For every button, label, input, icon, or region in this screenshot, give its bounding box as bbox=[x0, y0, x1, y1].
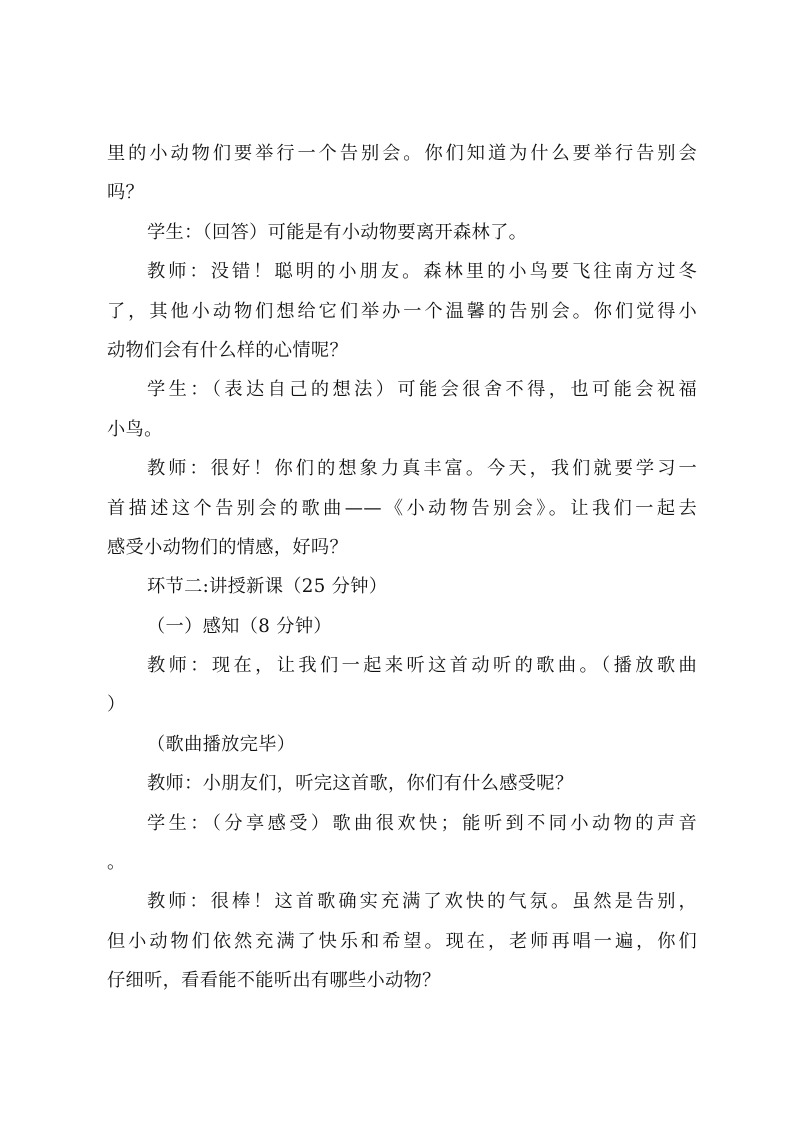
text-line-7: 学生：（表达自己的想法）可能会很舍不得，也可能会祝福 bbox=[147, 379, 697, 401]
text-line-21: 但小动物们依然充满了快乐和希望。现在，老师再唱一遍，你们 bbox=[107, 930, 697, 952]
text-line-4: 教师：没错！聪明的小朋友。森林里的小鸟要飞往南方过冬 bbox=[147, 261, 697, 283]
text-line-10: 首描述这个告别会的歌曲——《小动物告别会》。让我们一起去 bbox=[107, 497, 697, 519]
text-line-19: 。 bbox=[107, 852, 126, 874]
section-heading: 环节二:讲授新课（25 分钟） bbox=[147, 576, 388, 598]
text-line-9: 教师：很好！你们的想象力真丰富。今天，我们就要学习一 bbox=[147, 458, 697, 480]
text-line-6: 动物们会有什么样的心情呢？ bbox=[107, 339, 348, 361]
text-line-14: 教师：现在，让我们一起来听这首动听的歌曲。（播放歌曲 bbox=[147, 655, 697, 677]
subsection-heading: （一）感知（8 分钟） bbox=[147, 615, 332, 637]
document-body bbox=[107, 134, 697, 1001]
text-line-5: 了，其他小动物们想给它们举办一个温馨的告别会。你们觉得小 bbox=[107, 300, 697, 322]
text-line-1: 里的小动物们要举行一个告别会。你们知道为什么要举行告别会 bbox=[107, 143, 697, 164]
text-line-18: 学生：（分享感受）歌曲很欢快；能听到不同小动物的声音 bbox=[147, 812, 697, 834]
text-line-20: 教师：很棒！这首歌确实充满了欢快的气氛。虽然是告别， bbox=[147, 891, 697, 913]
text-line-8: 小鸟。 bbox=[107, 418, 163, 440]
text-line-15: ） bbox=[107, 694, 126, 716]
text-line-11: 感受小动物们的情感，好吗？ bbox=[107, 536, 348, 558]
text-line-3: 学生：（回答）可能是有小动物要离开森林了。 bbox=[147, 221, 528, 243]
text-line-22: 仔细听，看看能不能听出有哪些小动物？ bbox=[107, 970, 441, 992]
text-line-17: 教师：小朋友们，听完这首歌，你们有什么感受呢？ bbox=[147, 773, 574, 795]
text-line-16: （歌曲播放完毕） bbox=[147, 733, 296, 755]
text-line-2: 吗？ bbox=[107, 182, 145, 204]
